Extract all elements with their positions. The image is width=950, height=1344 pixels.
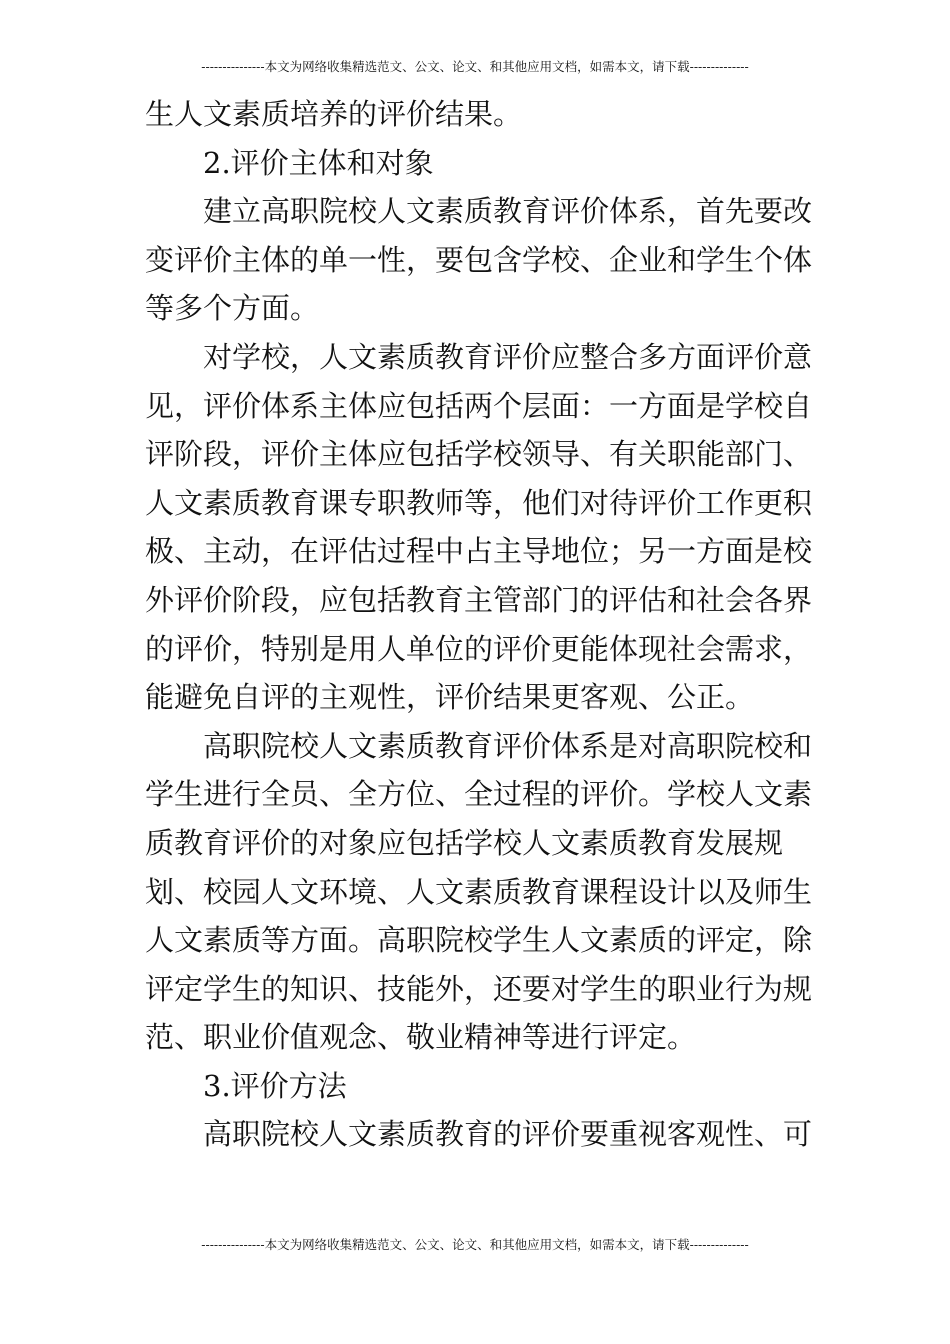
footer-banner: ---------------本文为网络收集精选范文、公文、论文、和其他应用文档，如需本文，请下载--------------	[201, 1237, 749, 1252]
text-line: 外评价阶段，应包括教育主管部门的评估和社会各界	[145, 582, 813, 617]
text-line: 极、主动，在评估过程中占主导地位；另一方面是校	[145, 534, 813, 569]
document-body	[145, 90, 815, 1159]
text-line: 对学校，人文素质教育评价应整合多方面评价意	[203, 339, 813, 374]
text-line: 高职院校人文素质教育评价体系是对高职院校和	[203, 728, 813, 763]
text-line: 建立高职院校人文素质教育评价体系，首先要改	[203, 194, 813, 229]
text-line: 生人文素质培养的评价结果。	[145, 97, 523, 131]
text-line: 等多个方面。	[145, 291, 320, 326]
text-line: 划、校园人文环境、人文素质教育课程设计以及师生	[145, 874, 813, 909]
text-line: 质教育评价的对象应包括学校人文素质教育发展规	[145, 825, 784, 860]
header-banner: ---------------本文为网络收集精选范文、公文、论文、和其他应用文档，如需本文，请下载--------------	[201, 59, 749, 74]
text-line: 见，评价体系主体应包括两个层面：一方面是学校自	[145, 388, 813, 423]
text-line: 范、职业价值观念、敬业精神等进行评定。	[145, 1020, 697, 1055]
text-line: 高职院校人文素质教育的评价要重视客观性、可	[203, 1117, 813, 1152]
text-line: 人文素质等方面。高职院校学生人文素质的评定，除	[145, 923, 813, 958]
text-line: 学生进行全员、全方位、全过程的评价。学校人文素	[145, 777, 813, 812]
text-line: 变评价主体的单一性，要包含学校、企业和学生个体	[145, 242, 813, 277]
text-line: 评定学生的知识、技能外，还要对学生的职业行为规	[145, 971, 813, 1006]
section-heading: 2.评价主体和对象	[203, 145, 434, 180]
text-line: 的评价，特别是用人单位的评价更能体现社会需求，	[145, 631, 813, 666]
text-line: 人文素质教育课专职教师等，他们对待评价工作更积	[145, 485, 813, 520]
section-heading: 3.评价方法	[203, 1068, 347, 1103]
text-line: 评阶段，评价主体应包括学校领导、有关职能部门、	[145, 437, 813, 472]
text-line: 能避免自评的主观性，评价结果更客观、公正。	[145, 680, 755, 715]
